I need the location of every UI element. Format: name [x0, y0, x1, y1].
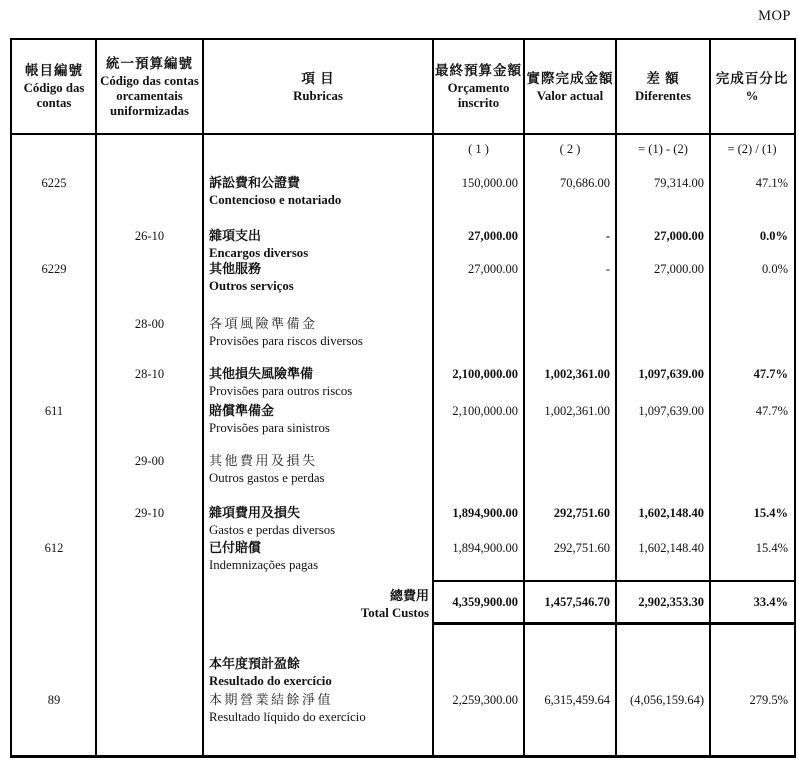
rubric-zh: 本年度預計盈餘 — [209, 656, 301, 671]
total-label-zh: 總費用 — [389, 588, 429, 603]
budget-code-cell — [96, 174, 203, 210]
actual-amount-cell: 1,002,361.00 — [544, 367, 610, 381]
rubric-pt: Gastos e perdas diversos — [209, 523, 336, 537]
percent-cell — [710, 452, 794, 488]
percent-cell: 15.4% — [755, 541, 788, 555]
header-zh: 帳目編號 — [25, 63, 83, 78]
formula-empty — [203, 140, 433, 158]
formula-empty — [96, 140, 203, 158]
header-zh: 實際完成金額 — [526, 70, 614, 86]
percent-cell — [710, 315, 794, 351]
budget-amount-cell: 2,100,000.00 — [452, 367, 518, 381]
difference-cell — [616, 452, 710, 488]
table-row — [12, 504, 794, 540]
account-code-cell — [12, 227, 96, 263]
budget-code-cell: 29-00 — [134, 454, 165, 468]
rubric-zh: 其他服務 — [209, 261, 262, 276]
actual-amount-cell: 292,751.60 — [553, 506, 610, 520]
account-code-cell — [12, 452, 96, 488]
account-code-cell: 611 — [44, 404, 64, 418]
account-code-cell — [12, 365, 96, 401]
actual-amount-cell: - — [605, 229, 610, 243]
rubric-pt: Encargos diversos — [209, 246, 309, 260]
table-row — [12, 539, 794, 575]
rubric-cell — [203, 174, 433, 210]
actual-amount-cell: 6,315,459.64 — [544, 693, 610, 707]
percent-cell: 47.7% — [755, 404, 788, 418]
budget-amount-cell: 1,894,900.00 — [452, 541, 518, 555]
budget-code-cell — [96, 402, 203, 438]
header-pt: Código das contas orcamentais uniformizadas — [100, 73, 199, 118]
rubric-pt: Contencioso e notariado — [209, 193, 342, 207]
header-pt: Orçamento inscrito — [447, 81, 510, 110]
header-account-code — [12, 40, 96, 133]
rubric-pt: Resultado líquido do exercício — [209, 709, 366, 724]
header-zh: 項 目 — [301, 70, 335, 86]
header-pt: Código das contas — [23, 81, 85, 110]
table-row — [12, 174, 794, 210]
rubric-cell — [203, 365, 433, 401]
budget-amount-cell: 27,000.00 — [468, 229, 518, 243]
account-code-cell — [12, 504, 96, 540]
percent-cell: 0.0% — [761, 262, 788, 276]
budget-amount-cell: 150,000.00 — [461, 176, 518, 190]
account-code-cell — [12, 315, 96, 351]
actual-amount-cell — [524, 315, 616, 351]
budget-code-cell — [96, 260, 203, 296]
percent-cell: 0.0% — [759, 229, 788, 243]
account-code-cell: 612 — [44, 541, 64, 555]
difference-cell: (4,056,159.64) — [630, 693, 704, 707]
formula-row — [12, 140, 794, 158]
percent-cell: 47.7% — [753, 367, 788, 381]
rubric-cell — [203, 452, 433, 488]
table-row — [12, 227, 794, 263]
actual-amount-cell: 70,686.00 — [560, 176, 610, 190]
percent-cell: 279.5% — [749, 693, 788, 707]
header-percent — [710, 40, 794, 133]
header-pt: Rubricas — [293, 88, 343, 103]
total-budget-amount: 4,359,900.00 — [452, 595, 518, 609]
rubric-pt: Provisões para riscos diversos — [209, 334, 363, 348]
rubric-cell — [203, 402, 433, 438]
rubric-pt: Provisões para outros riscos — [209, 384, 353, 398]
header-rubrics — [203, 40, 433, 133]
currency-label: MOP — [758, 8, 791, 24]
rubric-zh: 已付賠償 — [209, 540, 262, 555]
rubric-cell — [203, 315, 433, 351]
budget-code-cell — [96, 539, 203, 575]
header-budget-amount — [433, 40, 524, 133]
rubric-cell — [203, 260, 433, 296]
rubric-pt: Outros gastos e perdas — [209, 471, 325, 485]
budget-amount-cell: 2,259,300.00 — [452, 693, 518, 707]
actual-amount-cell — [524, 452, 616, 488]
account-code-cell: 89 — [47, 693, 61, 707]
difference-cell: 1,097,639.00 — [638, 367, 704, 381]
budget-amount-cell: 27,000.00 — [468, 262, 518, 276]
table-row — [12, 452, 794, 488]
costs-table — [10, 38, 796, 758]
rubric-zh: 其他損失風險準備 — [209, 366, 314, 381]
difference-cell: 79,314.00 — [654, 176, 704, 190]
total-actual-amount: 1,457,546.70 — [544, 595, 610, 609]
budget-amount-cell: 1,894,900.00 — [452, 506, 518, 520]
header-zh: 完成百分比 — [715, 70, 789, 86]
formula-1: ( 1 ) — [468, 142, 489, 156]
empty-cell — [12, 593, 96, 611]
header-zh: 差 額 — [646, 70, 680, 86]
formula-diff: = (1) - (2) — [638, 142, 688, 156]
budget-amount-cell — [433, 452, 524, 488]
actual-amount-cell: 292,751.60 — [553, 541, 610, 555]
rubric-pt: Outros serviços — [209, 279, 294, 293]
budget-code-cell — [96, 655, 203, 726]
account-code-cell: 6229 — [41, 262, 67, 276]
table-header — [12, 40, 794, 135]
percent-cell: 47.1% — [755, 176, 788, 190]
rubric-cell — [203, 504, 433, 540]
budget-code-cell: 28-10 — [134, 367, 165, 381]
rubric-zh: 各項風險準備金 — [209, 316, 318, 331]
table-row — [12, 260, 794, 296]
total-percent: 33.4% — [753, 595, 788, 609]
budget-amount-cell — [433, 315, 524, 351]
rubric-pt: Resultado do exercício — [209, 674, 332, 688]
total-label-pt: Total Custos — [360, 606, 429, 620]
result-row — [12, 655, 794, 726]
formula-2: ( 2 ) — [559, 142, 581, 156]
budget-code-cell: 29-10 — [134, 506, 165, 520]
header-budget-code — [96, 40, 203, 133]
total-difference: 2,902,353.30 — [638, 595, 704, 609]
actual-amount-cell: 1,002,361.00 — [544, 404, 610, 418]
rubric-pt: Provisões para sinistros — [209, 421, 330, 435]
header-pt: Diferentes — [635, 88, 691, 103]
header-actual-amount — [524, 40, 616, 133]
rubric-cell — [203, 227, 433, 263]
header-pt: Valor actual — [536, 88, 604, 103]
rubric-zh: 雜項支出 — [209, 228, 262, 243]
formula-empty — [12, 140, 96, 158]
difference-cell: 1,602,148.40 — [638, 541, 704, 555]
difference-cell: 27,000.00 — [654, 262, 704, 276]
rubric-zh: 雜項費用及損失 — [209, 505, 301, 520]
percent-cell: 15.4% — [753, 506, 788, 520]
rubric-cell — [203, 539, 433, 575]
rubric-zh: 本期營業結餘淨值 — [209, 691, 334, 707]
header-zh: 最終預算金額 — [435, 63, 522, 78]
table-row — [12, 365, 794, 401]
header-zh: 統一預算編號 — [106, 55, 193, 71]
table-row — [12, 315, 794, 351]
rubric-zh: 賠償準備金 — [209, 403, 275, 418]
difference-cell: 1,097,639.00 — [638, 404, 704, 418]
budget-amount-cell: 2,100,000.00 — [452, 404, 518, 418]
difference-cell — [616, 315, 710, 351]
rubric-zh: 其他費用及損失 — [209, 453, 318, 468]
header-difference — [616, 40, 710, 133]
empty-cell — [203, 593, 433, 611]
rubric-zh: 訴訟費和公證費 — [209, 175, 301, 190]
budget-code-cell: 26-10 — [134, 229, 165, 243]
budget-code-cell: 28-00 — [134, 317, 165, 331]
rubric-cell — [203, 655, 433, 726]
actual-amount-cell: - — [605, 262, 610, 276]
difference-cell: 1,602,148.40 — [638, 506, 704, 520]
formula-pct: = (2) / (1) — [727, 142, 777, 156]
empty-cell — [96, 593, 203, 611]
total-row — [12, 593, 794, 611]
rubric-pt: Indemnizações pagas — [209, 558, 319, 572]
difference-cell: 27,000.00 — [654, 229, 704, 243]
account-code-cell: 6225 — [41, 176, 67, 190]
header-pt: % — [745, 88, 759, 103]
table-row — [12, 402, 794, 438]
